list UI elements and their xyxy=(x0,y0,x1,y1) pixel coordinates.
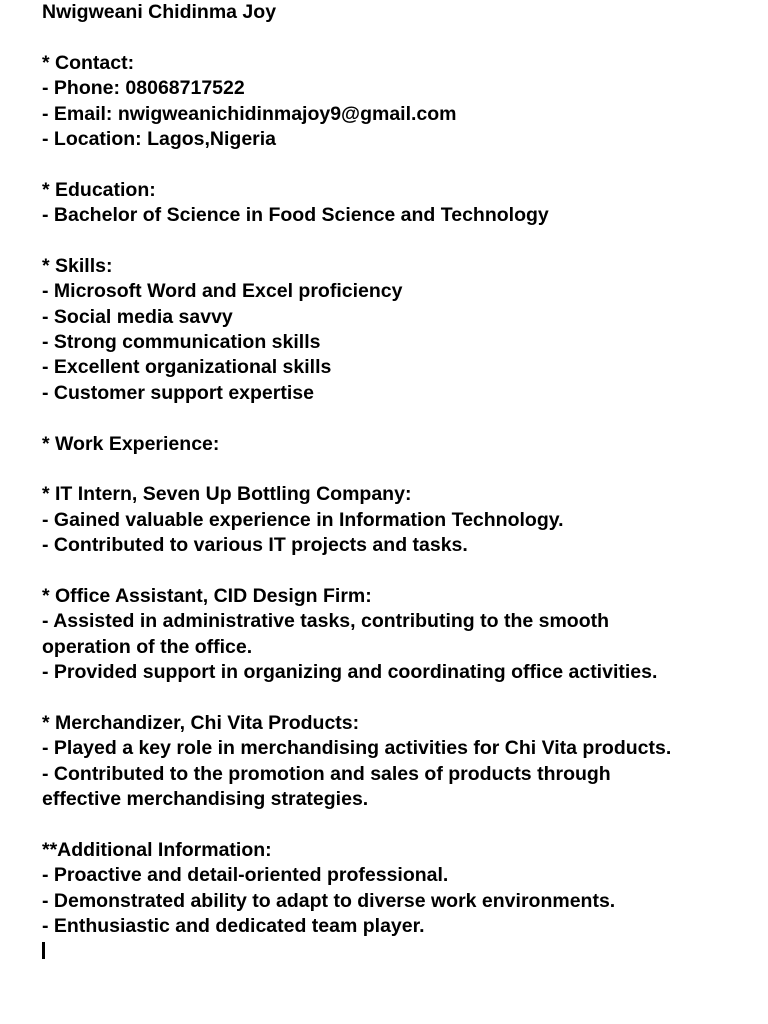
job-item: - Played a key role in merchandising activities for Chi Vita products. xyxy=(42,737,672,760)
spacer xyxy=(42,457,762,482)
additional-heading: **Additional Information: xyxy=(42,838,272,861)
spacer xyxy=(42,229,762,254)
job-item: - Contributed to the promotion and sales of products through xyxy=(42,762,611,785)
skill-item: - Excellent organizational skills xyxy=(42,356,332,379)
skills-heading: * Skills: xyxy=(42,254,113,277)
contact-heading: * Contact: xyxy=(42,51,135,74)
job-item-continued: operation of the office. xyxy=(42,635,253,658)
job-title: * IT Intern, Seven Up Bottling Company: xyxy=(42,483,412,506)
job-item: - Gained valuable experience in Information Technology. xyxy=(42,508,564,531)
contact-location: - Location: Lagos,Nigeria xyxy=(42,127,277,150)
resume-name: Nwigweani Chidinma Joy xyxy=(42,1,277,23)
education-item: - Bachelor of Science in Food Science and Technology xyxy=(42,204,549,227)
text-cursor-icon xyxy=(42,942,45,959)
skill-item: - Customer support expertise xyxy=(42,381,314,404)
spacer xyxy=(42,152,762,177)
work-experience-heading: * Work Experience: xyxy=(42,432,220,455)
spacer xyxy=(42,813,762,838)
spacer xyxy=(42,559,762,584)
resume-document xyxy=(42,0,762,965)
skill-item: - Strong communication skills xyxy=(42,331,321,354)
job-item: - Provided support in organizing and coordinating office activities. xyxy=(42,661,658,684)
contact-email: - Email: nwigweanichidinmajoy9@gmail.com xyxy=(42,102,457,125)
job-title: * Merchandizer, Chi Vita Products: xyxy=(42,711,360,734)
additional-item: - Proactive and detail-oriented professional. xyxy=(42,864,449,887)
spacer xyxy=(42,406,762,431)
additional-item: - Demonstrated ability to adapt to diverse work environments. xyxy=(42,889,616,912)
job-item-continued: effective merchandising strategies. xyxy=(42,788,369,811)
contact-phone: - Phone: 08068717522 xyxy=(42,77,245,100)
skill-item: - Social media savvy xyxy=(42,305,233,328)
spacer xyxy=(42,25,762,50)
job-title: * Office Assistant, CID Design Firm: xyxy=(42,584,372,607)
spacer xyxy=(42,686,762,711)
education-heading: * Education: xyxy=(42,178,156,201)
additional-item: - Enthusiastic and dedicated team player. xyxy=(42,915,425,938)
skill-item: - Microsoft Word and Excel proficiency xyxy=(42,280,403,303)
job-item: - Contributed to various IT projects and tasks. xyxy=(42,534,468,557)
job-item: - Assisted in administrative tasks, contributing to the smooth xyxy=(42,610,610,633)
text-cursor-line xyxy=(42,939,762,964)
